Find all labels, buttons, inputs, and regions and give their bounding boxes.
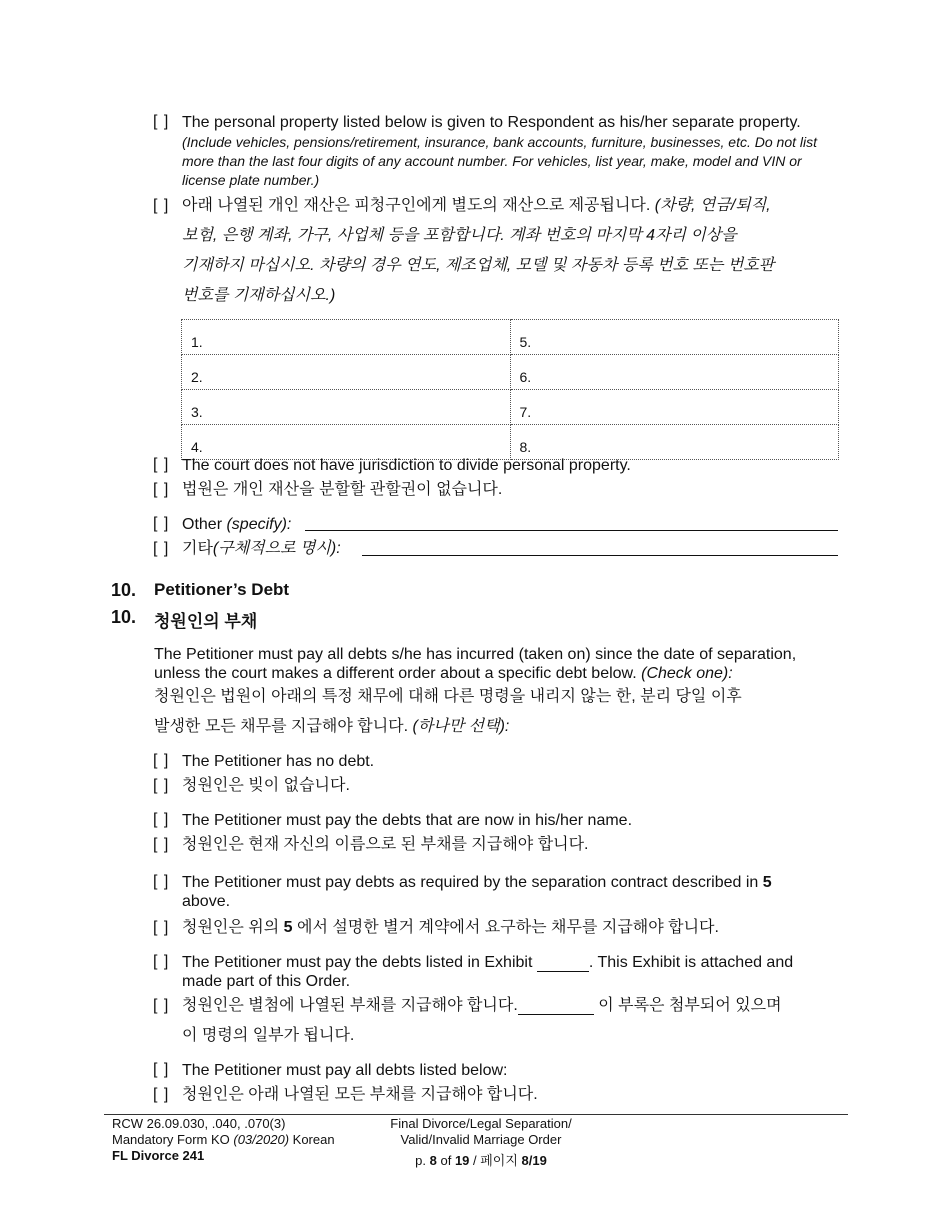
table-cell[interactable]: 1. [182, 320, 511, 355]
property-note-ko-2: 기재하지 마십시오. 차량의 경우 연도, 제조업체, 모델 및 자동차 등록 번호 또는 번호판 [182, 257, 775, 274]
own-name-checkbox-ko[interactable]: [ ] [153, 836, 170, 853]
property-statement-ko-text: 아래 나열된 개인 재산은 피청구인에게 별도의 재산으로 제공됩니다. [182, 197, 655, 214]
own-name-ko: 청원인은 현재 자신의 이름으로 된 부채를 지급해야 합니다. [182, 836, 589, 853]
footer-page-current: 8 [429, 1153, 437, 1168]
debt-intro-en-2-text: unless the court makes a different order about a specific debt below. [154, 665, 642, 682]
footer-mandatory-post: Korean [289, 1132, 335, 1147]
contract-checkbox-en[interactable]: [ ] [153, 873, 170, 890]
exhibit-checkbox-en[interactable]: [ ] [153, 953, 170, 970]
footer-mandatory-date: (03/2020) [233, 1132, 290, 1147]
section-number-en: 10. [111, 580, 137, 600]
debt-intro-en-2 [154, 664, 733, 683]
check-one-ko: (하나만 선택): [412, 718, 510, 735]
other-specify-field-en[interactable] [305, 530, 838, 531]
contract-ko-pre: 청원인은 위의 [182, 919, 284, 936]
exhibit-field-ko[interactable] [518, 998, 594, 1015]
other-checkbox-ko[interactable]: [ ] [153, 540, 170, 557]
footer-divider [104, 1114, 848, 1115]
other-specify-field-ko[interactable] [362, 555, 838, 556]
exhibit-field-en[interactable] [537, 955, 589, 972]
contract-en-1 [182, 873, 772, 892]
table-cell[interactable]: 8. [510, 425, 839, 460]
contract-ko [182, 918, 719, 937]
own-name-checkbox-en[interactable]: [ ] [153, 811, 170, 828]
footer-mandatory-pre: Mandatory Form KO [112, 1132, 234, 1147]
no-debt-checkbox-ko[interactable]: [ ] [153, 777, 170, 794]
no-jurisdiction-checkbox-ko[interactable]: [ ] [153, 481, 170, 498]
all-listed-ko: 청원인은 아래 나열된 모든 부채를 지급해야 합니다. [182, 1086, 538, 1103]
table-cell[interactable]: 7. [510, 390, 839, 425]
exhibit-en-pre: The Petitioner must pay the debts listed in Exhibit [182, 954, 537, 971]
footer-page-number [370, 1153, 592, 1169]
property-checkbox-en[interactable]: [ ] [153, 113, 170, 130]
footer-title-2: Valid/Invalid Marriage Order [400, 1132, 562, 1147]
table-row [182, 390, 839, 425]
contract-en-text: The Petitioner must pay debts as required by the separation contract described in [182, 874, 763, 891]
own-name-en: The Petitioner must pay the debts that are now in his/her name. [182, 812, 633, 829]
contract-en-2: above. [182, 893, 231, 910]
property-note-en-1: (Include vehicles, pensions/retirement, insurance, bank accounts, furniture, businesses, etc. Do not list [182, 134, 817, 150]
exhibit-checkbox-ko[interactable]: [ ] [153, 997, 170, 1014]
property-note-en-2: more than the last four digits of any account number. For vehicles, list year, make, model and VIN or [182, 153, 802, 169]
table-row [182, 425, 839, 460]
no-debt-ko: 청원인은 빚이 없습니다. [182, 777, 350, 794]
property-statement-ko [182, 196, 771, 215]
no-jurisdiction-en: The court does not have jurisdiction to divide personal property. [182, 457, 631, 474]
property-note-en-3: license plate number.) [182, 172, 320, 188]
other-label-ko: 기타 [182, 540, 213, 557]
contract-ko-post: 에서 설명한 별거 계약에서 요구하는 채무를 지급해야 합니다. [292, 919, 719, 936]
footer-page-p: p. [415, 1153, 430, 1168]
no-debt-en: The Petitioner has no debt. [182, 753, 375, 770]
table-row [182, 355, 839, 390]
contract-ko-ref: 5 [283, 919, 293, 936]
debt-intro-ko-1: 청원인은 법원이 아래의 특정 채무에 대해 다른 명령을 내리지 않는 한, 분리 당일 이후 [154, 688, 742, 705]
exhibit-en-post: . This Exhibit is attached and [588, 954, 794, 971]
property-list-table [181, 319, 839, 460]
all-listed-checkbox-ko[interactable]: [ ] [153, 1086, 170, 1103]
footer-title-1: Final Divorce/Legal Separation/ [390, 1116, 572, 1131]
footer-page-ko-value: 8/19 [521, 1153, 547, 1168]
debt-intro-ko-2-text: 발생한 모든 채무를 지급해야 합니다. [154, 718, 413, 735]
section-title-en: Petitioner’s Debt [154, 580, 290, 599]
property-note-ko-1: 보험, 은행 계좌, 가구, 사업체 등을 포함합니다. 계좌 번호의 마지막 4자리 이상을 [182, 227, 737, 244]
no-jurisdiction-ko: 법원은 개인 재산을 분할할 관할권이 없습니다. [182, 481, 503, 498]
other-ko [182, 539, 341, 558]
debt-intro-en-1: The Petitioner must pay all debts s/he has incurred (taken on) since the date of separation, [154, 646, 797, 663]
contract-checkbox-ko[interactable]: [ ] [153, 919, 170, 936]
footer-page-total: 19 [454, 1153, 470, 1168]
exhibit-ko-1 [182, 996, 782, 1015]
section-number-ko: 10. [111, 607, 137, 627]
footer-rcw: RCW 26.09.030, .040, .070(3) [112, 1116, 286, 1131]
table-cell[interactable]: 2. [182, 355, 511, 390]
property-statement-en: The personal property listed below is given to Respondent as his/her separate property. [182, 114, 801, 131]
footer-form-id: FL Divorce 241 [112, 1148, 205, 1163]
all-listed-en: The Petitioner must pay all debts listed below: [182, 1062, 508, 1079]
all-listed-checkbox-en[interactable]: [ ] [153, 1061, 170, 1078]
other-checkbox-en[interactable]: [ ] [153, 515, 170, 532]
footer-page-ko: / 페이지 [469, 1153, 522, 1168]
exhibit-en-2: made part of this Order. [182, 973, 351, 990]
no-debt-checkbox-en[interactable]: [ ] [153, 752, 170, 769]
table-cell[interactable]: 5. [510, 320, 839, 355]
other-specify-en: (specify): [226, 516, 292, 533]
table-cell[interactable]: 6. [510, 355, 839, 390]
exhibit-ko-post: 이 부록은 첨부되어 있으며 [593, 997, 782, 1014]
table-cell[interactable]: 3. [182, 390, 511, 425]
other-en [182, 515, 291, 534]
table-row [182, 320, 839, 355]
section-title-ko: 청원인의 부채 [154, 612, 258, 631]
exhibit-ko-pre: 청원인은 별첨에 나열된 부채를 지급해야 합니다. [182, 997, 518, 1014]
exhibit-ko-2: 이 명령의 일부가 됩니다. [182, 1027, 355, 1044]
exhibit-en-1 [182, 953, 793, 972]
no-jurisdiction-checkbox-en[interactable]: [ ] [153, 456, 170, 473]
table-cell[interactable]: 4. [182, 425, 511, 460]
footer-page-of: of [436, 1153, 455, 1168]
property-note-ko-3: 번호를 기재하십시오.) [182, 287, 336, 304]
contract-en-ref: 5 [762, 874, 772, 891]
property-checkbox-ko[interactable]: [ ] [153, 197, 170, 214]
check-one-en: (Check one): [641, 665, 733, 682]
other-specify-ko: (구체적으로 명시): [212, 540, 341, 557]
debt-intro-ko-2 [154, 717, 509, 736]
property-note-ko-start: (차량, 연금/퇴직, [654, 197, 771, 214]
footer-mandatory-form [112, 1132, 335, 1148]
other-label-en: Other [182, 516, 227, 533]
